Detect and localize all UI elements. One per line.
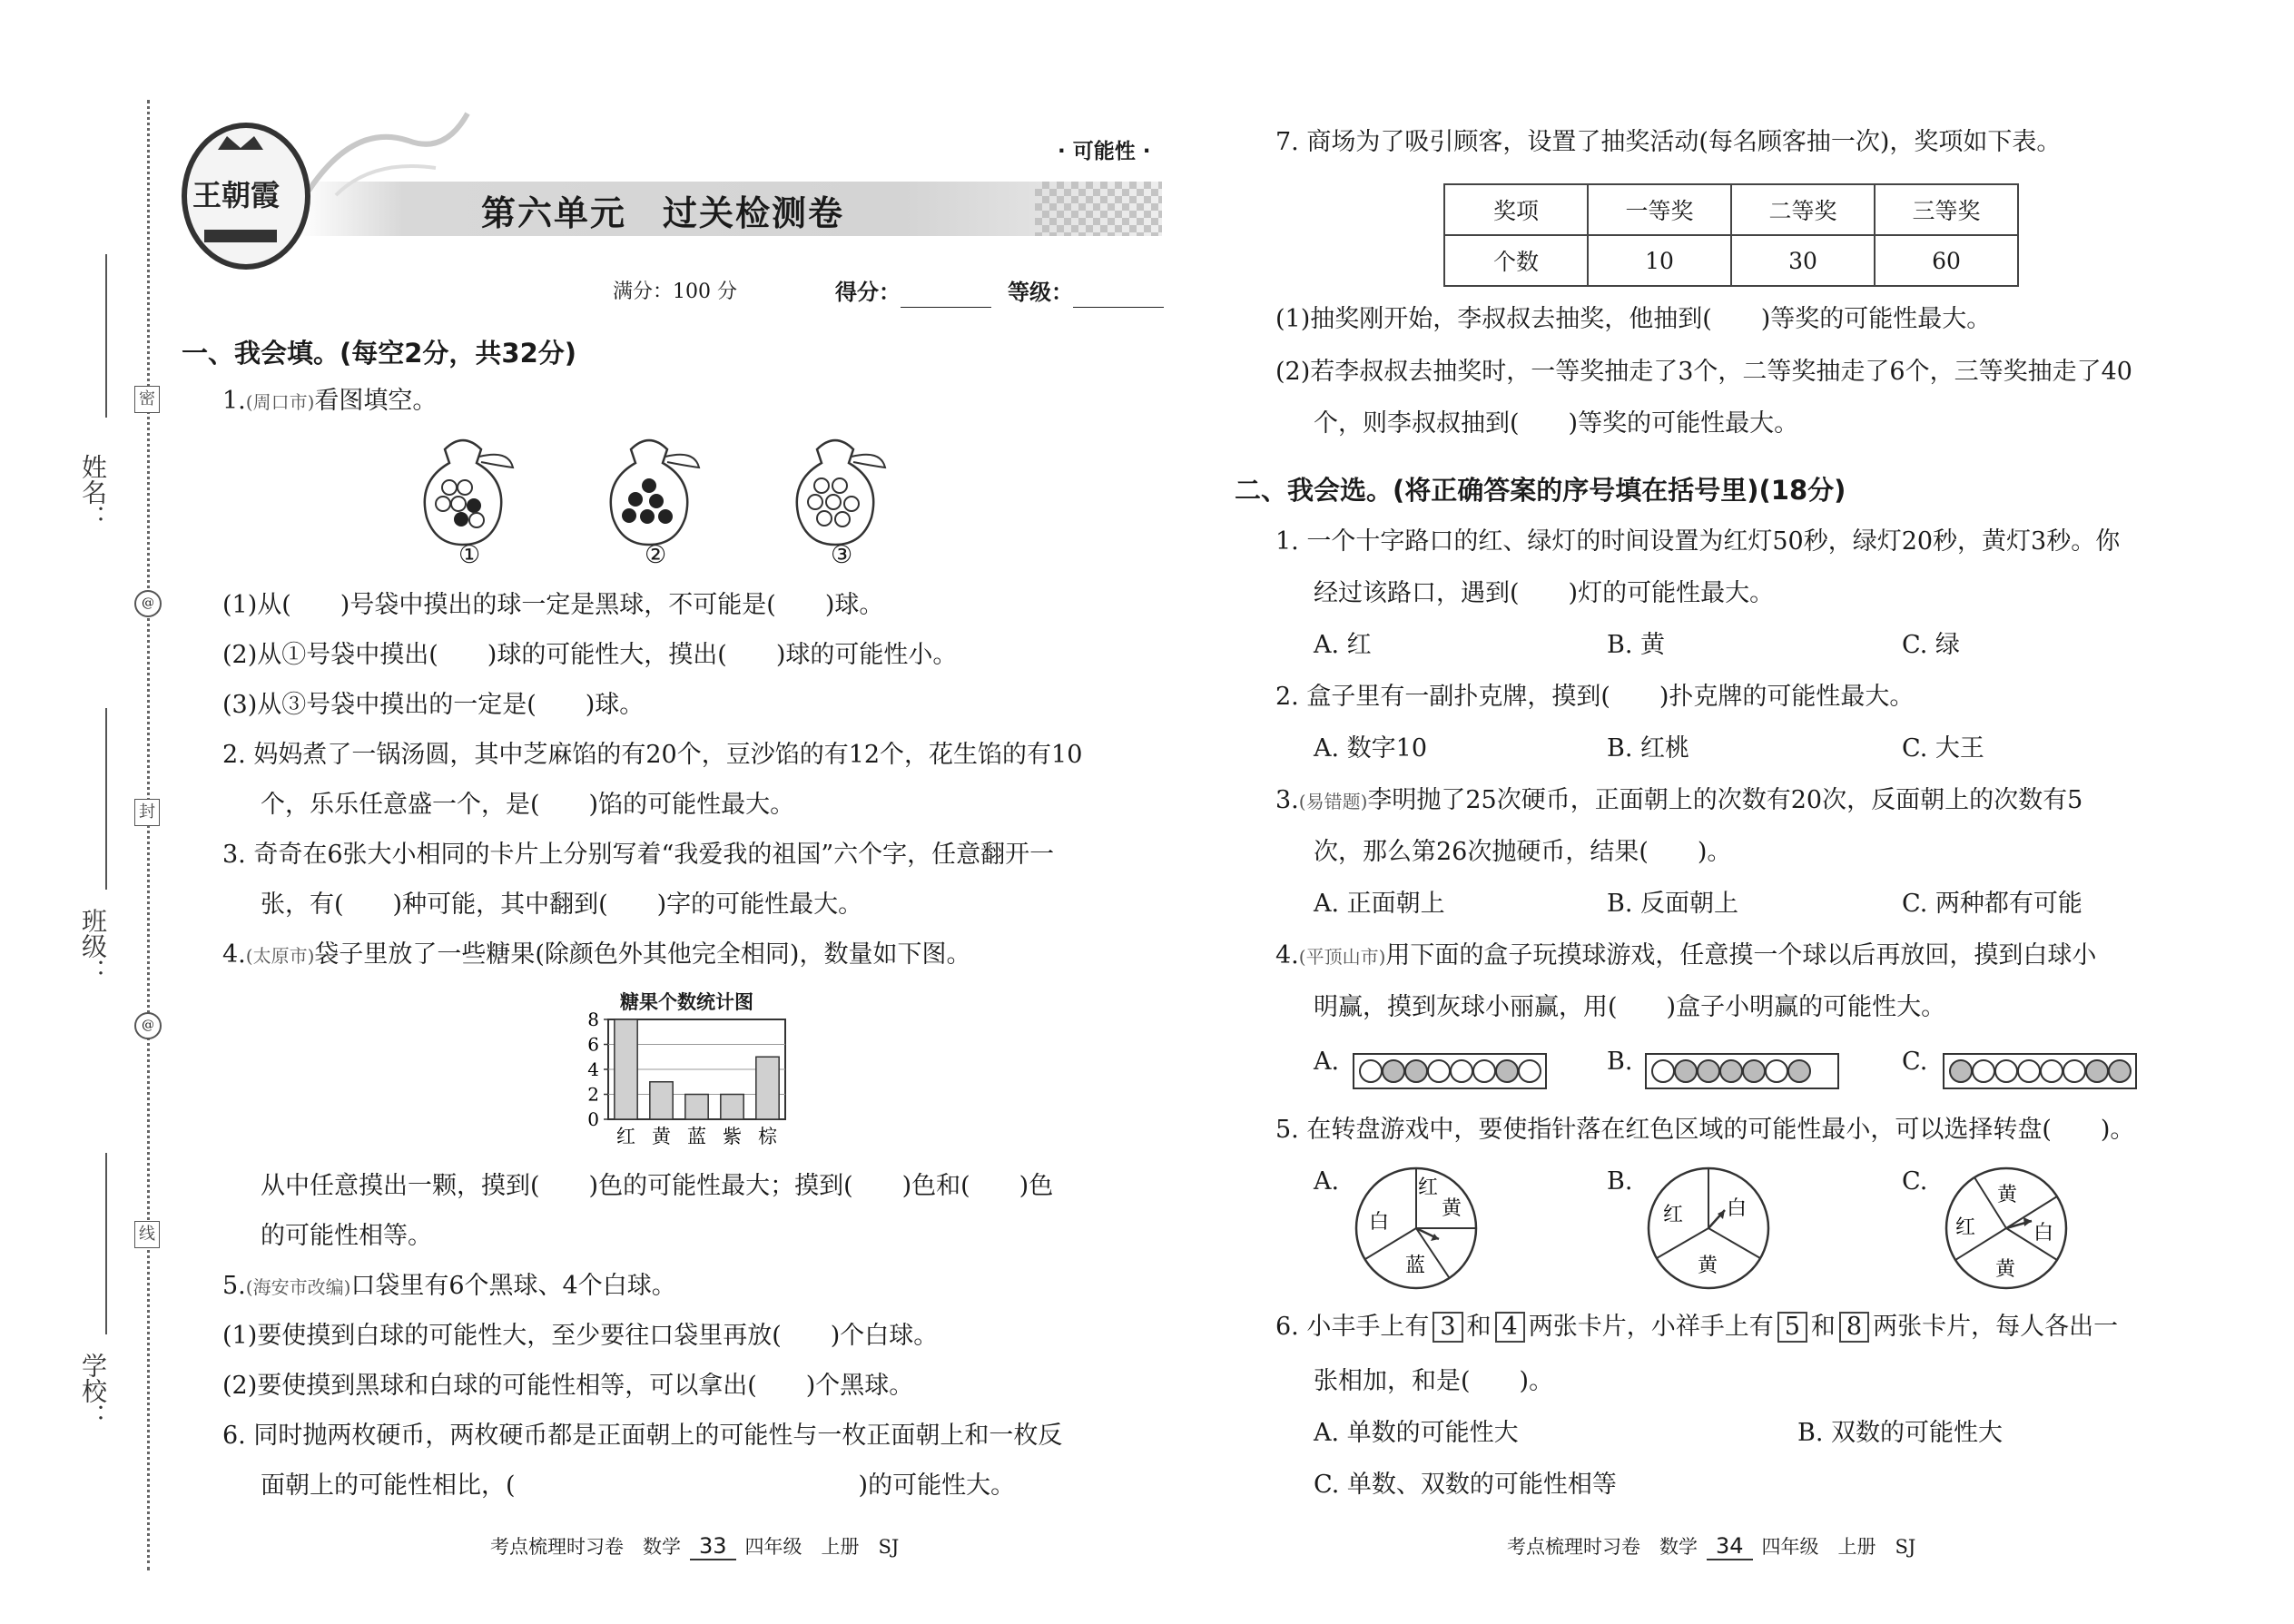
c6-line-1: 6. 小丰手上有 3 和 4 两张卡片，小祥手上有 5 和 8 两张卡片，每人各出一	[1275, 1313, 2119, 1341]
c1-option-b: B. 黄	[1607, 631, 1666, 659]
name-underline	[105, 254, 107, 418]
class-underline	[105, 708, 107, 890]
c2-option-b: B. 红桃	[1607, 734, 1690, 763]
c2-line: 2. 盒子里有一副扑克牌，摸到( )扑克牌的可能性最大。	[1275, 683, 1915, 711]
q5-2: (2)要使摸到黑球和白球的可能性相等，可以拿出( )个黑球。	[222, 1372, 914, 1400]
spinner-a-label: 蓝	[1405, 1255, 1426, 1277]
c6-option-a: A. 单数的可能性大	[1314, 1419, 1519, 1447]
binding-dotted-line	[147, 100, 150, 1570]
spinner-b-label: 红	[1663, 1204, 1684, 1226]
swirl-icon: @	[134, 1012, 162, 1039]
table-cell: 10	[1588, 235, 1731, 286]
q2-line-1: 2. 妈妈煮了一锅汤圆，其中芝麻馅的有20个，豆沙馅的有12个，花生馅的有10	[222, 741, 1083, 769]
seal-char-mi: 密	[134, 386, 160, 413]
spinner-c-label: 红	[1955, 1216, 1976, 1239]
table-cell: 二等奖	[1731, 184, 1875, 235]
ball-box-a	[1353, 1053, 1548, 1091]
chart-bar	[721, 1095, 743, 1120]
table-cell: 奖项	[1444, 184, 1588, 235]
grade-label: 等级：	[1008, 279, 1073, 305]
q6-line-1: 6. 同时抛两枚硬币，两枚硬币都是正面朝上的可能性与一枚正面朝上和一枚反	[222, 1422, 1063, 1450]
bag-2	[611, 440, 699, 545]
chart-y-tick-label: 6	[587, 1033, 599, 1056]
q4-tag: (太原市)	[245, 945, 315, 967]
q4-answer-line-1: 从中任意摸出一颗，摸到( )色的可能性最大；摸到( )色和( )色	[261, 1172, 1054, 1200]
q5-tag: (海安市改编)	[245, 1276, 351, 1298]
bag-label-2: ②	[645, 541, 667, 569]
chart-bar	[615, 1019, 637, 1119]
section-2-heading: 二、我会选。(将正确答案的序号填在括号里)(18分)	[1235, 475, 1846, 506]
table-row	[1444, 184, 2018, 235]
chart-x-label: 紫	[723, 1126, 742, 1147]
q5-line: 5.(海安市改编)口袋里有6个黑球、4个白球。	[222, 1272, 676, 1300]
c5-line: 5. 在转盘游戏中，要使指针落在红色区域的可能性最小，可以选择转盘( )。	[1275, 1116, 2135, 1144]
name-label: 姓名：	[78, 454, 108, 530]
q2-line-2: 个，乐乐任意盛一个，是( )馅的可能性最大。	[261, 791, 795, 819]
c5-letter-a: A.	[1314, 1167, 1340, 1196]
chart-x-label: 红	[616, 1126, 635, 1147]
score-blank[interactable]	[901, 307, 991, 308]
section-1-heading: 一、我会填。(每空2分，共32分)	[182, 338, 577, 369]
c6-option-b: B. 双数的可能性大	[1797, 1419, 2004, 1447]
full-score: 满分：100 分	[613, 281, 737, 303]
c3-tag: (易错题)	[1298, 791, 1368, 812]
chart-x-label: 黄	[652, 1126, 671, 1147]
spinner-a-label: 黄	[1442, 1197, 1462, 1220]
school-label: 学校：	[78, 1353, 108, 1429]
spinner-a-label: 红	[1418, 1176, 1439, 1199]
banner-checker-pattern	[1035, 182, 1162, 236]
c4-line-2: 明赢，摸到灰球小丽赢，用( )盒子小明赢的可能性大。	[1314, 993, 1946, 1021]
school-underline	[105, 1153, 107, 1334]
chart-title: 糖果个数统计图	[620, 991, 753, 1013]
spinner-c-label: 黄	[1995, 1258, 2016, 1281]
chart-x-label: 蓝	[687, 1126, 706, 1147]
spinner-c-label: 黄	[1997, 1184, 2018, 1206]
chart-y-tick-label: 0	[587, 1108, 599, 1130]
bag-1	[425, 440, 513, 545]
q5-1: (1)要使摸到白球的可能性大，至少要往口袋里再放( )个白球。	[222, 1322, 939, 1350]
footer-right: 考点梳理时习卷 数学 34 四年级 上册 SJ	[1507, 1533, 1916, 1559]
number-card: 4	[1495, 1312, 1525, 1343]
c3-option-a: A. 正面朝上	[1314, 890, 1445, 918]
q7-intro: 7. 商场为了吸引顾客，设置了抽奖活动(每名顾客抽一次)，奖项如下表。	[1275, 128, 2062, 156]
spinner-a	[1353, 1165, 1480, 1292]
q7-1: (1)抽奖刚开始，李叔叔去抽奖，他抽到( )等奖的可能性最大。	[1275, 305, 1992, 333]
number-card: 5	[1777, 1312, 1807, 1343]
swirl-icon: @	[134, 590, 162, 617]
table-cell: 30	[1731, 235, 1875, 286]
spinner-b-label: 白	[1727, 1197, 1748, 1220]
page-number-33: 33	[690, 1533, 736, 1560]
candy-bar-chart	[572, 1012, 799, 1157]
c3-option-c: C. 两种都有可能	[1902, 890, 2082, 918]
seal-char-xian: 线	[134, 1221, 160, 1248]
ribbon-decoration	[300, 104, 472, 204]
chart-bar	[685, 1095, 708, 1120]
q3-line-2: 张，有( )种可能，其中翻到( )字的可能性最大。	[261, 891, 863, 919]
c5-letter-c: C.	[1902, 1167, 1928, 1196]
c1-line-1: 1. 一个十字路口的红、绿灯的时间设置为红灯50秒，绿灯20秒，黄灯3秒。你	[1275, 527, 2121, 556]
grade-blank[interactable]	[1073, 307, 1164, 308]
class-label: 班级：	[78, 908, 108, 984]
q6-line-2: 面朝上的可能性相比，( )的可能性大。	[261, 1471, 1016, 1500]
q1-3: (3)从③号袋中摸出的一定是( )球。	[222, 691, 645, 719]
spinner-b-label: 黄	[1698, 1255, 1718, 1277]
chart-y-tick-label: 4	[587, 1058, 599, 1080]
chart-x-label: 棕	[758, 1126, 777, 1147]
q4-answer-line-2: 的可能性相等。	[261, 1222, 432, 1250]
number-card: 8	[1839, 1312, 1869, 1343]
ball-box-b	[1645, 1053, 1840, 1091]
c4-tag: (平顶山市)	[1298, 946, 1386, 968]
q1-tag: (周口市)	[245, 391, 315, 413]
footer-left: 考点梳理时习卷 数学 33 四年级 上册 SJ	[490, 1533, 900, 1559]
score-label: 得分：	[835, 279, 901, 305]
chart-y-tick-label: 2	[587, 1083, 599, 1106]
c4-letter-a: A.	[1314, 1048, 1340, 1076]
q7-2-line-2: 个，则李叔叔抽到( )等奖的可能性最大。	[1314, 409, 1799, 438]
chart-bar	[650, 1082, 673, 1119]
number-card: 3	[1433, 1312, 1462, 1343]
c4-line-1: 4.(平顶山市)用下面的盒子玩摸球游戏，任意摸一个球以后再放回，摸到白球小	[1275, 941, 2097, 969]
c3-line-1: 3.(易错题)李明抛了25次硬币，正面朝上的次数有20次，反面朝上的次数有5	[1275, 786, 2083, 814]
page-number-34: 34	[1707, 1533, 1753, 1560]
logo-text: 王朝霞	[192, 178, 281, 212]
c1-option-a: A. 红	[1314, 631, 1372, 659]
c1-line-2: 经过该路口，遇到( )灯的可能性最大。	[1314, 579, 1775, 607]
c6-line-2: 张相加，和是( )。	[1314, 1367, 1554, 1395]
q7-2-line-1: (2)若李叔叔去抽奖时，一等奖抽走了3个，二等奖抽走了6个，三等奖抽走了40	[1275, 358, 2132, 386]
topic-label: · 可能性 ·	[1058, 140, 1151, 163]
q1-2: (2)从①号袋中摸出( )球的可能性大，摸出( )球的可能性小。	[222, 641, 958, 669]
chart-y-tick-label: 8	[587, 1012, 599, 1030]
c1-option-c: C. 绿	[1902, 631, 1960, 659]
spinner-c-label: 白	[2033, 1222, 2054, 1245]
bag-3	[797, 440, 885, 545]
table-cell: 个数	[1444, 235, 1588, 286]
page-title: 第六单元 过关检测卷	[481, 193, 845, 233]
table-cell: 一等奖	[1588, 184, 1731, 235]
q3-line-1: 3. 奇奇在6张大小相同的卡片上分别写着“我爱我的祖国”六个字，任意翻开一	[222, 841, 1055, 869]
spinner-b	[1645, 1165, 1772, 1292]
c3-line-2: 次，那么第26次抛硬币，结果( )。	[1314, 838, 1732, 866]
c6-option-c: C. 单数、双数的可能性相等	[1314, 1471, 1617, 1499]
grade-field[interactable]	[1008, 277, 1164, 308]
ball-box-c	[1943, 1053, 2138, 1091]
q4-line: 4.(太原市)袋子里放了一些糖果(除颜色外其他完全相同)，数量如下图。	[222, 940, 971, 969]
spinner-a-label: 白	[1369, 1211, 1390, 1234]
score-field[interactable]	[835, 277, 991, 308]
c4-letter-c: C.	[1902, 1048, 1928, 1076]
c2-option-c: C. 大王	[1902, 734, 1984, 763]
table-cell: 三等奖	[1875, 184, 2018, 235]
q1-1: (1)从( )号袋中摸出的球一定是黑球，不可能是( )球。	[222, 591, 884, 619]
c4-letter-b: B.	[1607, 1048, 1633, 1076]
spinner-c	[1943, 1165, 2070, 1292]
table-cell: 60	[1875, 235, 2018, 286]
seal-char-feng: 封	[134, 799, 160, 826]
c3-option-b: B. 反面朝上	[1607, 890, 1739, 918]
bag-label-1: ①	[458, 541, 481, 569]
table-row	[1444, 235, 2018, 286]
c5-letter-b: B.	[1607, 1167, 1633, 1196]
chart-bar	[756, 1057, 779, 1119]
prize-table	[1443, 183, 2019, 287]
c2-option-a: A. 数字10	[1314, 734, 1428, 763]
q1-line: 1.(周口市)看图填空。	[222, 387, 438, 415]
bag-label-3: ③	[831, 541, 853, 569]
